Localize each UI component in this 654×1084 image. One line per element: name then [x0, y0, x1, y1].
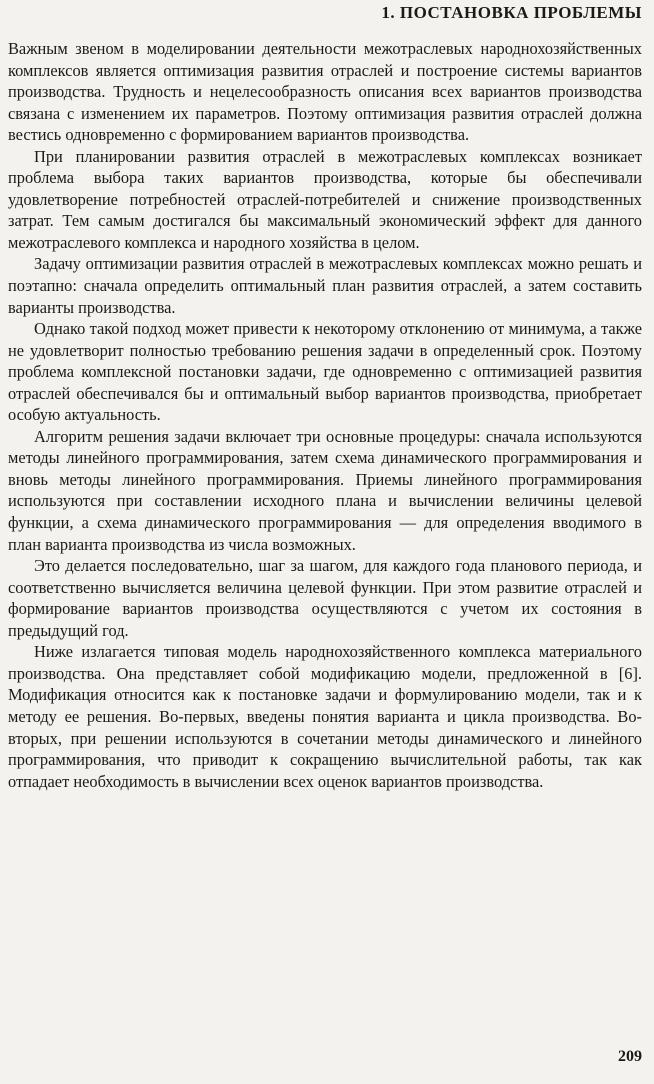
- paragraph-7: Ниже излагается типовая модель народнохозяйственного комплекса материального производства. Она представляет собой модификацию модели, предложенной в [6]. Модификация относится как к постановке задачи и формулированию модели, так и к методу ее решения. Во-первых, введены понятия варианта и цикла производства. Во-вторых, при решении используются в сочетании методы динамического и линейного программирования, что приводит к сокращению вычислительной работы, так как отпадает необходимость в вычислении всех оценок вариантов производства.: [8, 642, 642, 791]
- page-number: 209: [618, 1048, 642, 1065]
- paragraph-6: Это делается последовательно, шаг за шагом, для каждого года планового периода, и соответственно вычисляется величина целевой функции. При этом развитие отраслей и формирование вариантов производства осуществляются с учетом их состояния в предыдущий год.: [8, 556, 642, 640]
- running-head-title: 1. ПОСТАНОВКА ПРОБЛЕМЫ: [381, 3, 642, 22]
- body-text: [8, 38, 642, 792]
- paragraph-4: Однако такой подход может привести к некоторому отклонению от минимума, а также не удовлетворит полностью требованию решения задачи в определенный срок. Поэтому проблема комплексной постановки задачи, где одновременно с оптимизацией развития отраслей обеспечивался бы и оптимальный выбор вариантов производства, приобретает особую актуальность.: [8, 319, 642, 425]
- paragraph-2: При планировании развития отраслей в межотраслевых комплексах возникает проблема выбора таких вариантов производства, которые бы обеспечивали удовлетворение потребностей отраслей-потребителей и снижение производственных затрат. Тем самым достигался бы максимальный экономический эффект для данного межотраслевого комплекса и народного хозяйства в целом.: [8, 146, 642, 252]
- paragraph-3: Задачу оптимизации развития отраслей в межотраслевых комплексах можно решать и поэтапно: сначала определить оптимальный план развития отраслей, а затем составить варианты производства.: [8, 254, 642, 317]
- paragraph-1: Важным звеном в моделировании деятельности межотраслевых народнохозяйственных комплексов является оптимизация развития отраслей и построение системы вариантов производства. Трудность и нецелесообразность описания всех вариантов производства связана с изменением их параметров. Поэтому оптимизация развития отраслей должна вестись одновременно с формированием вариантов производства.: [8, 39, 642, 145]
- paragraph-5: Алгоритм решения задачи включает три основные процедуры: сначала используются методы линейного программирования, затем схема динамического программирования и вновь методы линейного программирования. Приемы линейного программирования используются при составлении исходного плана и вычислении величины целевой функции, а схема динамического программирования — для определения вводимого в план варианта производства из числа возможных.: [8, 426, 642, 554]
